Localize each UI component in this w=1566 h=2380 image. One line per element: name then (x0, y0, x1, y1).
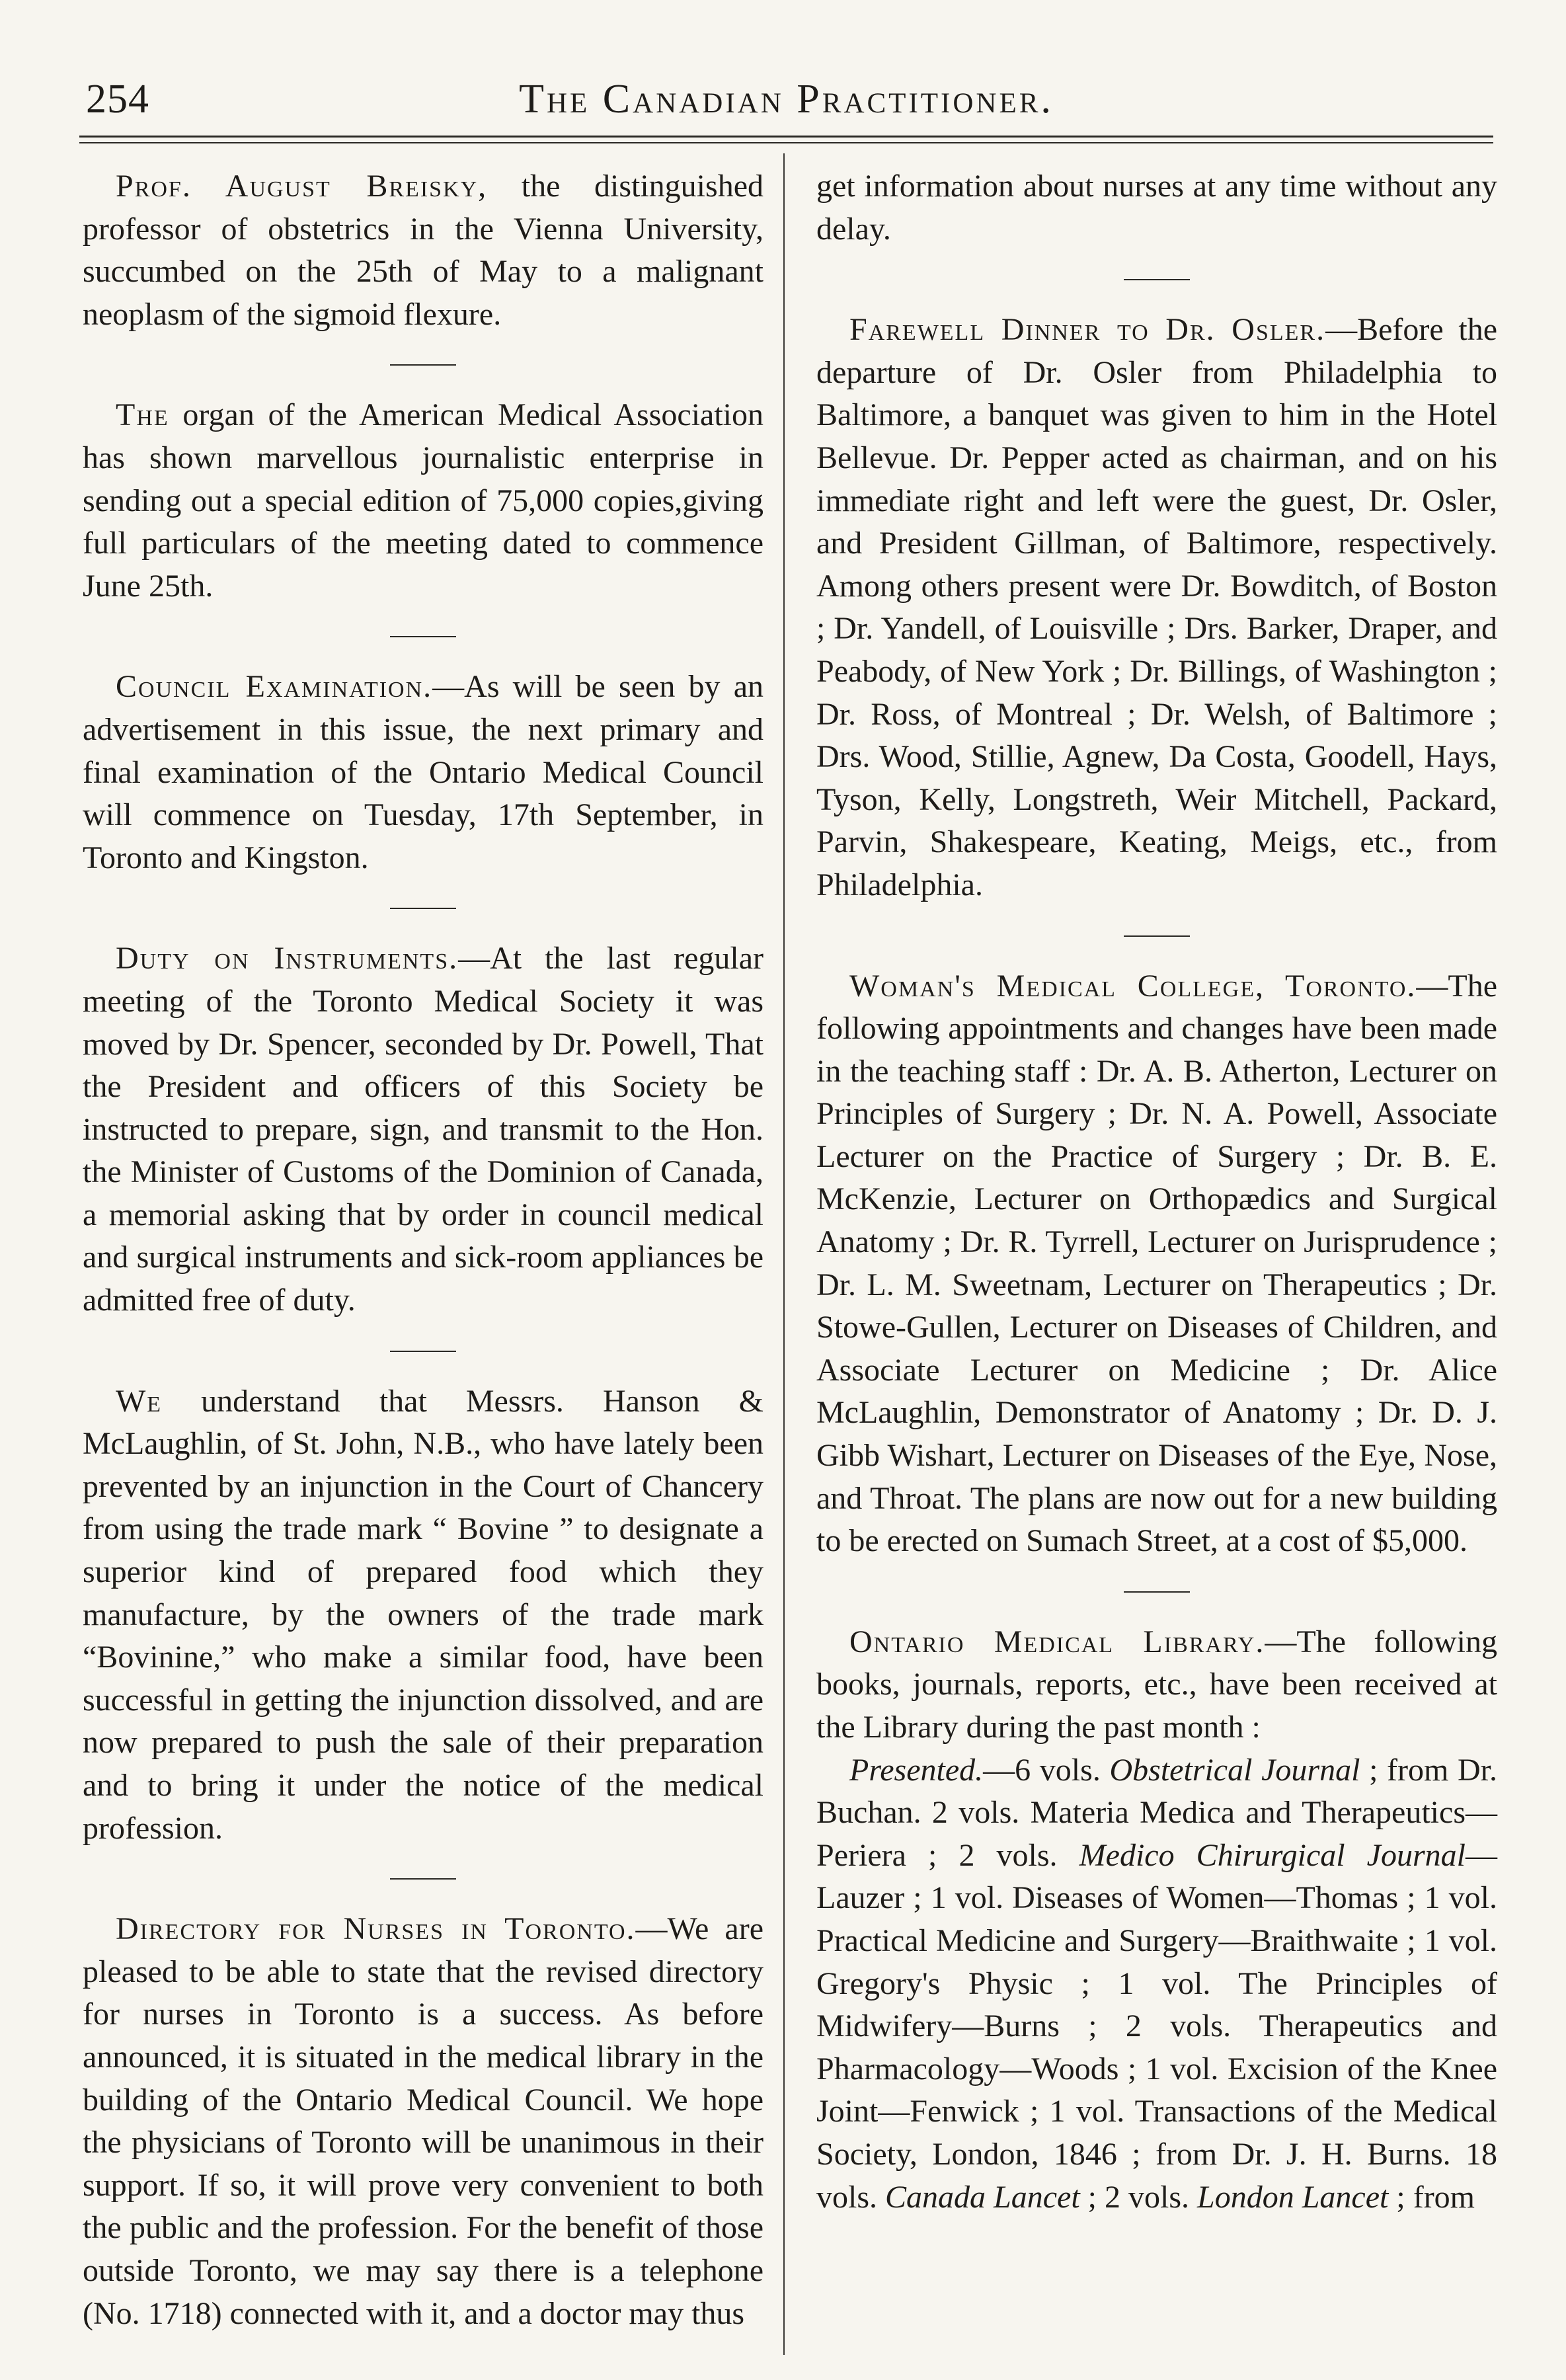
separator-rule (1124, 935, 1190, 937)
journal-title: The Canadian Practitioner. (519, 77, 1054, 122)
journal-name: Medico Chirurgical Journal (1079, 1837, 1466, 1873)
presented-label: Presented. (849, 1752, 984, 1788)
article-body: —We are pleased to be able to state that the revised directory for nurses in Toronto is a success. As before announced, it is situated in the medical library in the building of the Ontario Medical Council. We hope the physicians of Toronto will be unanimous in their support. If so, it will prove very convenient to both the public and the profession. For the benefit of those outside Toronto, we may say there is a telephone (No. 1718) connected with it, and a doctor may thus (83, 1911, 763, 2331)
article-body: —The following appointments and changes have been made in the teaching staff : Dr. A. B. Atherton, Lecturer on Principles of Surgery ; Dr. N. A. Powell, Associate Lecturer on the Practice of Surgery ; Dr. B. E. McKenzie, Lecturer on Orthopædics and Surgical Anatomy ; Dr. R. Tyrrell, Lecturer on Jurisprudence ; Dr. L. M. Sweetnam, Lecturer on Therapeutics ; Dr. Stowe-Gullen, Lecturer on Diseases of Children, and Associate Lecturer on Medicine ; Dr. Alice McLaughlin, Demonstrator of Anatomy ; Dr. D. J. Gibb Wishart, Lecturer on Diseases of the Eye, Nose, and Throat. The plans are now out for a new building to be erected on Sumach Street, at a cost of $5,000. (816, 968, 1497, 1559)
article-heading: Prof. August Breisky, (116, 169, 488, 204)
page-header (79, 63, 1493, 136)
separator-rule (390, 908, 456, 909)
article-body: understand that Messrs. Hanson & McLaughlin, of St. John, N.B., who have lately been prevented by an injunction in the Court of Chancery from using the trade mark “ Bovine ” to designate a superior kind of prepared food which they manufacture, by the owners of the trade mark “Bovinine,” who make a similar food, have been successful in getting the injunction dissolved, and are now prepared to push the sale of their preparation and to bring it under the notice of the medical profession. (83, 1383, 763, 1846)
article-heading: Duty on Instruments. (116, 941, 459, 976)
separator-rule (390, 636, 456, 637)
article-heading: Council Examination. (116, 669, 433, 705)
article-body: get information about nurses at any time without any delay. (816, 169, 1497, 247)
separator-rule (390, 1878, 456, 1880)
article-nurses-directory-continued (816, 165, 1497, 251)
journal-name: London Lancet (1197, 2179, 1389, 2215)
article-breisky (83, 165, 763, 336)
article-duty-on-instruments (83, 937, 763, 1322)
left-column (83, 165, 763, 2335)
article-council-examination (83, 666, 763, 879)
article-body: —As will be seen by an advertisement in this issue, the next primary and final examination of the Ontario Medical Council will commence on Tuesday, 17th September, in Toronto and Kingston. (83, 669, 763, 875)
separator-rule (390, 1351, 456, 1352)
list-text: —Lauzer ; 1 vol. Diseases of Women—Thomas ; 1 vol. Practical Medicine and Surgery—Braithwaite ; 1 vol. Gregory's Physic ; 1 vol. The Principles of Midwifery—Burns ; 2 vols. Therapeutics and Pharmacology—Woods ; 1 vol. Excision of the Knee Joint—Fenwick ; 1 vol. Transactions of the Medical Society, London, 1846 ; from Dr. J. H. Burns. 18 vols. (816, 1837, 1498, 2215)
article-heading: The (116, 397, 169, 433)
article-bovine-trademark (83, 1380, 763, 1850)
article-womans-medical-college (816, 965, 1497, 1563)
article-body: —Before the departure of Dr. Osler from Philadelphia to Baltimore, a banquet was given to him in the Hotel Bellevue. Dr. Pepper acted as chairman, and on his immediate right and left were the guest, Dr. Osler, and President Gillman, of Baltimore, respectively. Among others present were Dr. Bowditch, of Boston ; Dr. Yandell, of Louisville ; Drs. Barker, Draper, and Peabody, of New York ; Dr. Billings, of Washington ; Dr. Ross, of Montreal ; Dr. Welsh, of Baltimore ; Drs. Wood, Stillie, Agnew, Da Costa, Goodell, Hays, Tyson, Kelly, Longstreth, Weir Mitchell, Packard, Parvin, Shakespeare, Keating, Meigs, etc., from Philadelphia. (816, 312, 1497, 902)
article-heading: Farewell Dinner to Dr. Osler. (849, 312, 1326, 348)
article-osler-dinner (816, 309, 1497, 906)
library-presented-list (816, 1749, 1497, 2219)
journal-name: Canada Lancet (885, 2179, 1080, 2215)
article-heading: Directory for Nurses in Toronto. (116, 1911, 636, 1947)
article-heading: Woman's Medical College, Toronto. (849, 968, 1417, 1004)
list-text: ; from (1388, 2179, 1475, 2215)
article-nurses-directory (83, 1908, 763, 2335)
article-body: the distinguished professor of obstetrics in the Vienna University, succumbed on the 25th of May to a malignant neoplasm of the sigmoid flexure. (83, 169, 763, 332)
journal-name: Obstetrical Journal (1109, 1752, 1360, 1788)
column-divider (783, 153, 785, 2355)
list-text: ; 2 vols. (1079, 2179, 1198, 2215)
right-column (816, 165, 1497, 2219)
article-ama-journal (83, 394, 763, 608)
separator-rule (390, 364, 456, 366)
article-heading: We (116, 1383, 163, 1419)
article-body: —At the last regular meeting of the Toronto Medical Society it was moved by Dr. Spencer, seconded by Dr. Powell, That the President and officers of this Society be instructed to prepare, sign, and transmit to the Hon. the Minister of Customs of the Dominion of Canada, a memorial asking that by order in council medical and surgical instruments and sick-room appliances be admitted free of duty. (83, 941, 763, 1318)
separator-rule (1124, 1591, 1190, 1593)
separator-rule (1124, 279, 1190, 280)
page-number: 254 (86, 77, 149, 122)
list-text: ; from Dr. Buchan. 2 vols. Materia Medica and Therapeutics— Periera ; 2 vols. (816, 1752, 1498, 1873)
header-rule-bottom (79, 142, 1493, 143)
article-body: organ of the American Medical Association has shown marvellous journalistic enterprise in sending out a special edition of 75,000 copies,giving full particulars of the meeting dated to commence June 25th. (83, 397, 763, 604)
list-text: —6 vols. (983, 1752, 1110, 1788)
article-medical-library (816, 1621, 1497, 1749)
header-rule-top (79, 136, 1493, 138)
article-body: —The following books, journals, reports, etc., have been received at the Library during the past month : (816, 1624, 1497, 1745)
article-heading: Ontario Medical Library. (849, 1624, 1265, 1659)
